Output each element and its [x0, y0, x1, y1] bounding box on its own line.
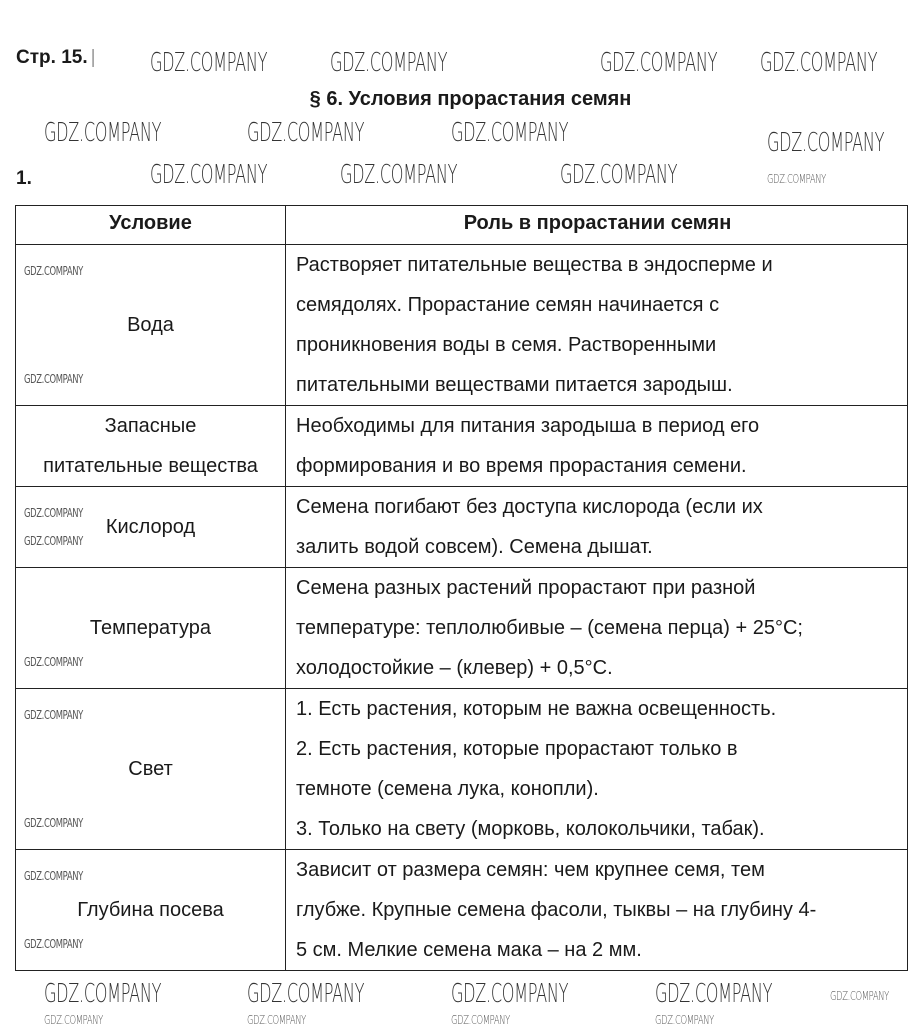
page-ref — [16, 47, 96, 69]
column-header-condition: Условие — [16, 206, 286, 244]
table-row — [16, 850, 907, 970]
watermark: GDZ.COMPANY — [655, 979, 773, 1009]
watermark: GDZ.COMPANY — [24, 708, 83, 722]
role-cell — [286, 850, 907, 970]
watermark: GDZ.COMPANY — [44, 979, 162, 1009]
table-row — [16, 406, 907, 487]
table-row — [16, 568, 907, 689]
role-line: Необходимы для питания зародыша в период его — [296, 415, 760, 437]
watermark: GDZ.COMPANY — [340, 160, 458, 190]
task-number: 1. — [16, 168, 32, 189]
table-row — [16, 245, 907, 406]
table-row — [16, 689, 907, 850]
watermark: GDZ.COMPANY — [451, 979, 569, 1009]
watermark: GDZ.COMPANY — [150, 160, 268, 190]
role-line: 5 см. Мелкие семена мака – на 2 мм. — [296, 939, 642, 961]
table-header-row — [16, 206, 907, 245]
role-line: питательными веществами питается зародыш. — [296, 374, 733, 396]
role-line: залить водой совсем). Семена дышат. — [296, 536, 653, 558]
section-title — [0, 88, 921, 111]
watermark: GDZ.COMPANY — [451, 1013, 510, 1027]
watermark: GDZ.COMPANY — [24, 816, 83, 830]
watermark: GDZ.COMPANY — [760, 48, 878, 78]
watermark: GDZ.COMPANY — [830, 989, 889, 1003]
condition-text: Температура — [89, 617, 212, 639]
role-line: Семена разных растений прорастают при разной — [296, 577, 756, 599]
condition-cell — [16, 850, 286, 970]
watermark: GDZ.COMPANY — [655, 1013, 714, 1027]
watermark: GDZ.COMPANY — [44, 118, 162, 148]
section-title-text: § 6. Условия прорастания семян — [309, 88, 632, 110]
watermark: GDZ.COMPANY — [247, 979, 365, 1009]
watermark: GDZ.COMPANY — [560, 160, 678, 190]
watermark: GDZ.COMPANY — [44, 1013, 103, 1027]
role-line: глубже. Крупные семена фасоли, тыквы – на глубину 4- — [296, 899, 817, 921]
condition-text: Глубина посева — [77, 899, 224, 921]
seed-germination-table — [15, 205, 908, 971]
condition-cell — [16, 689, 286, 849]
role-line: температуре: теплолюбивые – (семена перца) + 25°С; — [296, 617, 803, 639]
condition-text: Свет — [128, 758, 173, 780]
watermark: GDZ.COMPANY — [451, 118, 569, 148]
role-line: формирования и во время прорастания семени. — [296, 455, 747, 477]
condition-cell — [16, 568, 286, 688]
watermark: GDZ.COMPANY — [600, 48, 718, 78]
role-cell — [286, 689, 907, 849]
role-line: проникновения воды в семя. Растворенными — [296, 334, 717, 356]
condition-cell — [16, 406, 286, 486]
table-row — [16, 487, 907, 568]
role-cell — [286, 245, 907, 405]
page-ref-text: Стр. 15. — [16, 47, 88, 68]
role-line: 3. Только на свету (морковь, колокольчики, табак). — [296, 818, 765, 840]
role-line: семядолях. Прорастание семян начинается с — [296, 294, 720, 316]
role-cell — [286, 406, 907, 486]
watermark: GDZ.COMPANY — [150, 48, 268, 78]
watermark: GDZ.COMPANY — [24, 372, 83, 386]
condition-line: питательные вещества — [43, 455, 258, 477]
role-line: Семена погибают без доступа кислорода (если их — [296, 496, 763, 518]
watermark: GDZ.COMPANY — [767, 128, 885, 158]
role-cell — [286, 568, 907, 688]
watermark: GDZ.COMPANY — [24, 869, 83, 883]
watermark: GDZ.COMPANY — [24, 937, 83, 951]
condition-cell — [16, 245, 286, 405]
role-line: 1. Есть растения, которым не важна освещенность. — [296, 698, 777, 720]
watermark: GDZ.COMPANY — [24, 264, 83, 278]
condition-text: Кислород — [105, 516, 196, 538]
watermark: GDZ.COMPANY — [330, 48, 448, 78]
role-line: Растворяет питательные вещества в эндосперме и — [296, 254, 773, 276]
watermark: GDZ.COMPANY — [24, 655, 83, 669]
text-cursor: | — [90, 47, 96, 68]
watermark: GDZ.COMPANY — [24, 534, 83, 548]
role-line: 2. Есть растения, которые прорастают только в — [296, 738, 738, 760]
role-cell — [286, 487, 907, 567]
condition-line: Запасные — [104, 415, 197, 437]
condition-cell — [16, 487, 286, 567]
role-line: Зависит от размера семян: чем крупнее семя, тем — [296, 859, 765, 881]
role-line: холодостойкие – (клевер) + 0,5°С. — [296, 657, 613, 679]
watermark: GDZ.COMPANY — [767, 172, 826, 186]
watermark: GDZ.COMPANY — [247, 118, 365, 148]
column-header-role: Роль в прорастании семян — [463, 212, 732, 234]
condition-text: Вода — [127, 314, 174, 336]
role-line: темноте (семена лука, конопли). — [296, 778, 599, 800]
watermark: GDZ.COMPANY — [24, 506, 83, 520]
watermark: GDZ.COMPANY — [247, 1013, 306, 1027]
